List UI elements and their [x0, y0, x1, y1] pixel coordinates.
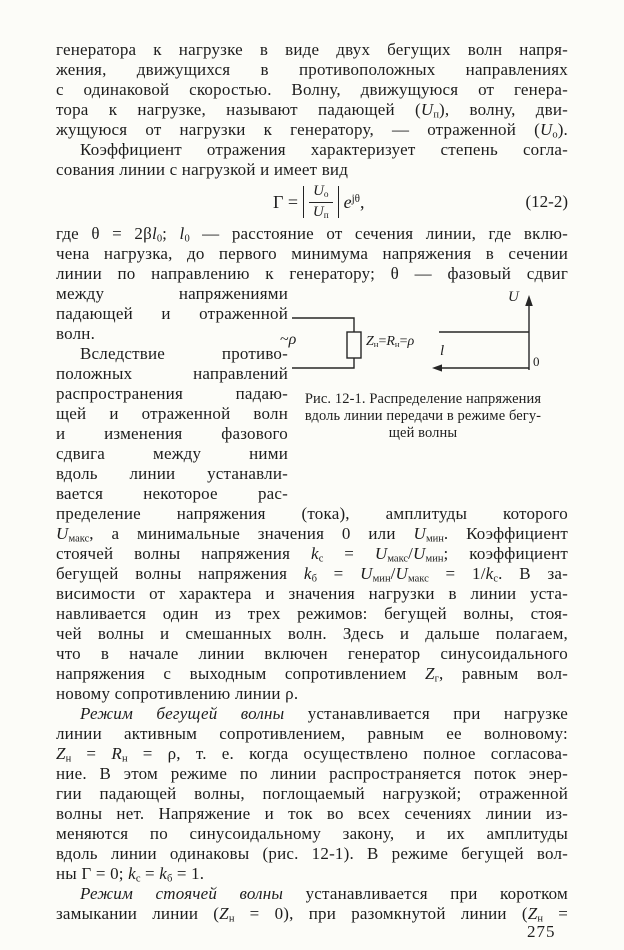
text-segment: пределение напряжения (тока), амплитуды которого: [56, 504, 568, 523]
text-segment: б: [311, 573, 317, 585]
text-segment: положных направлений: [56, 364, 288, 383]
text-segment: н: [228, 913, 235, 925]
text-line: [56, 304, 288, 324]
text-line: [56, 224, 568, 244]
text-line: [56, 80, 568, 100]
text-segment: U: [395, 564, 408, 583]
abs-bar-left: [303, 186, 304, 218]
fraction-numerator: [309, 183, 333, 203]
text-segment: устанавливается при нагрузке: [284, 704, 568, 723]
text-line: [56, 120, 568, 140]
text-segment: чена нагрузка, до первого минимума напряжения в сечении: [56, 244, 568, 263]
text-segment: распространения падаю-: [56, 384, 288, 403]
text-segment: макс: [68, 533, 90, 545]
text-segment: Рис. 12-1. Распределение напряжения: [304, 391, 542, 407]
text-segment: сования линии с нагрузкой и имеет вид: [56, 160, 349, 179]
fraction-denominator: [313, 203, 329, 222]
text-segment: что в начале линии включен генератор синусоидального: [56, 644, 568, 663]
text-segment: Коэффициент отражения характеризует степень согла-: [80, 140, 568, 159]
text-line: [56, 244, 568, 264]
text-segment: вдоль линии одинаковы (рис. 12-1). В режиме бегущей вол-: [56, 844, 568, 863]
text-segment: , а минимальные значения 0 или: [89, 524, 414, 543]
text-segment: между напряжениями: [56, 284, 288, 303]
text-segment: волн.: [56, 324, 96, 343]
paragraph-block-bottom: [56, 504, 568, 924]
text-line: [56, 404, 288, 424]
text-segment: U: [360, 564, 373, 583]
paragraph-block-theta: [56, 224, 568, 284]
text-segment: k: [310, 544, 319, 563]
text-line: [56, 584, 568, 604]
text-segment: =: [140, 864, 160, 883]
equation-number: (12-2): [525, 192, 568, 211]
text-segment: . Коэффициент: [443, 524, 569, 543]
text-line: [56, 484, 288, 504]
text-segment: Z: [527, 904, 538, 923]
text-segment: k: [303, 564, 312, 583]
text-segment: жения, движущихся в противоположных направлениях: [56, 60, 568, 79]
text-segment: l: [440, 343, 445, 359]
text-segment: Z: [219, 904, 229, 923]
text-segment: г: [434, 673, 439, 685]
text-line: [56, 564, 568, 584]
text-segment: ны Γ = 0;: [56, 864, 129, 883]
text-line: [56, 264, 568, 284]
text-segment: ρ: [407, 334, 415, 349]
text-segment: /: [390, 564, 396, 583]
text-segment: с: [135, 873, 141, 885]
text-segment: k: [159, 864, 168, 883]
text-line: [274, 408, 572, 425]
text-line: [56, 824, 568, 844]
text-line: [56, 524, 568, 544]
generator-label: [280, 332, 296, 347]
text-segment: ), волну, дви-: [439, 100, 568, 119]
text-segment: бегущей волны напряжения: [56, 564, 304, 583]
figure-12-1: [274, 284, 572, 442]
text-segment: = 0), при разомкнутой линии (: [234, 904, 528, 923]
text-segment: = 1.: [172, 864, 205, 883]
text-line: [56, 864, 568, 884]
text-segment: с: [493, 573, 499, 585]
text-line: [274, 425, 572, 442]
text-segment: макс: [387, 553, 409, 565]
text-segment: jθ: [351, 192, 361, 205]
text-segment: н: [394, 338, 400, 349]
text-segment: макс: [408, 573, 429, 585]
text-segment: с: [318, 553, 324, 565]
text-segment: U: [312, 203, 324, 220]
text-segment: висимости от характера и значения нагрузки в линии уста-: [56, 584, 568, 603]
text-segment: e: [343, 191, 352, 212]
text-segment: 0: [184, 233, 190, 245]
text-segment: U: [508, 289, 519, 305]
circuit-diagram: [274, 284, 572, 382]
top-wire: [292, 318, 354, 332]
formula-fraction: [309, 183, 333, 221]
bottom-wire: [292, 358, 354, 368]
text-segment: 0: [156, 233, 163, 245]
text-segment: /: [408, 544, 414, 563]
text-segment: U: [413, 544, 426, 563]
paragraph-block-top: [56, 40, 568, 180]
text-line: [56, 40, 568, 60]
text-segment: =: [378, 334, 387, 349]
text-segment: =: [543, 904, 569, 923]
text-segment: тора к нагрузке, называют падающей (: [56, 100, 421, 119]
text-segment: генератора к нагрузке в виде двух бегущих волн напря-: [56, 40, 568, 59]
text-line: [56, 884, 568, 904]
u-axis-arrowhead: [525, 295, 533, 306]
load-impedance-label: [366, 334, 414, 352]
text-line: [56, 424, 288, 444]
text-segment: R: [111, 744, 122, 763]
text-segment: R: [386, 334, 395, 349]
text-line: [56, 744, 568, 764]
text-segment: l: [151, 224, 157, 243]
text-segment: Γ =: [273, 191, 299, 212]
text-segment: . В за-: [498, 564, 569, 583]
text-segment: гии падающей волны, поглощаемый нагрузкой; отраженной: [56, 784, 568, 803]
text-segment: ).: [557, 120, 568, 139]
text-segment: ; коэффициент: [443, 544, 569, 563]
text-segment: н: [65, 753, 72, 765]
text-line: [56, 160, 568, 180]
text-line: [56, 140, 568, 160]
text-segment: волны нет. Напряжение и ток во всех сечениях линии из-: [56, 804, 568, 823]
text-segment: чей волны и смешанных волн. Здесь и дальше полагаем,: [56, 624, 568, 643]
text-segment: о: [323, 189, 329, 200]
text-segment: стоячей волны напряжения: [56, 544, 311, 563]
text-segment: = 1/: [428, 564, 486, 583]
equation-12-2: [56, 180, 568, 224]
text-segment: где θ = 2β: [56, 224, 152, 243]
text-segment: =: [323, 544, 375, 563]
text-segment: линии по направлению к генератору; θ — фазовый сдвиг: [56, 264, 568, 283]
text-segment: = ρ, т. е. когда осуществлено полное согласова-: [127, 744, 568, 763]
text-line: [56, 784, 568, 804]
text-segment: U: [56, 524, 69, 543]
text-line: [56, 604, 568, 624]
text-segment: вдоль линии передачи в режиме бегу-: [304, 408, 542, 424]
figure-region: [56, 284, 568, 504]
text-segment: новому сопротивлению линии ρ.: [56, 684, 299, 703]
text-segment: ~: [280, 331, 289, 348]
text-line: [56, 844, 568, 864]
text-line: [56, 364, 288, 384]
text-segment: =: [316, 564, 361, 583]
text-segment: ρ: [288, 331, 297, 348]
text-segment: , равным вол-: [438, 664, 568, 683]
text-segment: б: [167, 873, 173, 885]
text-segment: ние. В этом режиме по линии распространяется поток энер-: [56, 764, 568, 783]
text-line: [56, 664, 568, 684]
text-segment: Z: [56, 744, 66, 763]
text-line: [56, 644, 568, 664]
origin-label: [533, 354, 540, 369]
text-line: [274, 391, 572, 408]
text-segment: щей и отраженной волн: [56, 404, 288, 423]
text-segment: U: [420, 100, 434, 119]
text-line: [56, 60, 568, 80]
text-segment: замыкании линии (: [56, 904, 220, 923]
text-segment: меняются по синусоидальному закону, и их амплитуды: [56, 824, 568, 843]
text-segment: l: [179, 224, 185, 243]
text-line: [56, 684, 568, 704]
text-segment: н: [537, 913, 544, 925]
text-segment: щей волны: [388, 425, 458, 441]
text-line: [56, 344, 288, 364]
text-line: [56, 724, 568, 744]
text-segment: устанавливается при коротком: [283, 884, 569, 903]
text-segment: Вследствие противо-: [80, 344, 288, 363]
text-segment: — расстояние от сечения линии, где вклю-: [189, 224, 569, 243]
text-segment: мин: [425, 533, 444, 545]
text-segment: н: [373, 338, 379, 349]
page-number: 275: [527, 922, 556, 941]
text-line: [56, 100, 568, 120]
text-segment: и изменения фазового: [56, 424, 288, 443]
text-line: [56, 504, 568, 524]
text-line: [56, 324, 288, 344]
l-axis-arrowhead: [432, 364, 442, 371]
text-segment: вдоль линии устанавли-: [56, 464, 288, 483]
text-segment: Режим бегущей волны: [80, 704, 285, 723]
text-segment: п: [323, 210, 329, 221]
text-line: [56, 904, 568, 924]
text-segment: н: [121, 753, 128, 765]
text-line: [56, 624, 568, 644]
text-segment: 0: [533, 354, 540, 369]
text-line: [56, 384, 288, 404]
text-segment: вается некоторое рас-: [56, 484, 288, 503]
text-segment: =: [71, 744, 112, 763]
text-segment: U: [374, 544, 388, 563]
text-segment: падающей и отраженной: [56, 304, 288, 323]
text-line: [56, 544, 568, 564]
text-line: [56, 444, 288, 464]
text-segment: жущуюся от нагрузки к генератору, — отраженной (: [56, 120, 540, 139]
text-segment: мин: [425, 553, 444, 565]
text-segment: k: [485, 564, 494, 583]
load-resistor: [347, 332, 361, 358]
text-line: [56, 804, 568, 824]
text-segment: сдвига между ними: [56, 444, 288, 463]
text-segment: =: [399, 334, 408, 349]
text-segment: ,: [360, 191, 365, 212]
u-axis-label: [508, 290, 519, 305]
figure-caption: [274, 391, 572, 442]
text-segment: U: [539, 120, 553, 139]
text-segment: с одинаковой скоростью. Волну, движущуюся от генера-: [56, 80, 568, 99]
text-segment: ;: [162, 224, 180, 243]
text-segment: Z: [366, 334, 374, 349]
text-segment: U: [413, 524, 426, 543]
l-axis-label: [440, 344, 444, 359]
text-segment: Z: [424, 664, 435, 683]
formula-expression: [273, 183, 365, 221]
text-segment: навливается один из трех режимов: бегущей волны, стоя-: [56, 604, 568, 623]
text-line: [56, 764, 568, 784]
text-segment: k: [128, 864, 136, 883]
text-segment: линии активным сопротивлением, равным ее волновому:: [56, 724, 568, 743]
text-segment: п: [433, 109, 440, 121]
text-line: [56, 704, 568, 724]
text-line: [56, 284, 288, 304]
text-segment: о: [552, 129, 558, 141]
formula-lhs: [273, 192, 298, 213]
abs-bar-right: [338, 186, 339, 218]
text-segment: Режим стоячей волны: [80, 884, 284, 903]
text-segment: напряжения с выходным сопротивлением: [56, 664, 425, 683]
text-segment: U: [313, 182, 324, 199]
text-segment: мин: [372, 573, 391, 585]
text-line: [56, 464, 288, 484]
formula-exponential: [344, 192, 365, 213]
